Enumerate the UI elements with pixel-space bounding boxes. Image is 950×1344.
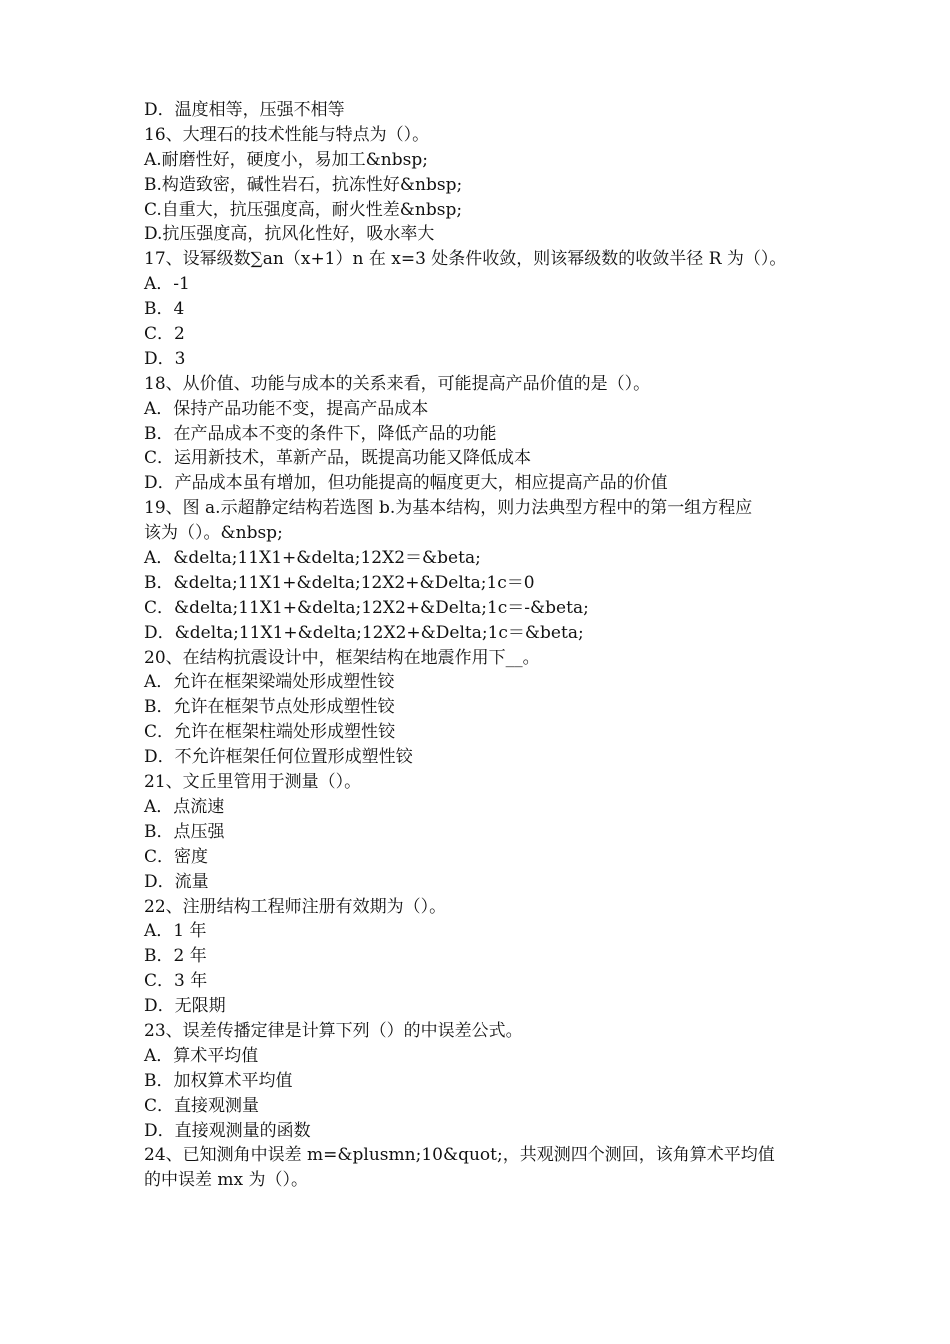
option-line: D．不允许框架任何位置形成塑性铰 [144, 747, 413, 768]
option-line: C．&delta;11X1+&delta;12X2+&Delta;1c＝-&beta; [144, 597, 589, 618]
question-24: 24、已知测角中误差 m=&plusmn;10&quot;，共观测四个测回，该角算术平均值 [144, 1145, 775, 1166]
option-line: D．直接观测量的函数 [144, 1120, 311, 1141]
option-line: A．算术平均值 [144, 1045, 259, 1066]
question-19-continued: 该为（）。&nbsp; [144, 523, 283, 544]
question-17: 17、设幂级数∑an（x+1）n 在 x=3 处条件收敛，则该幂级数的收敛半径 R 为（）。 [144, 249, 787, 270]
option-line: A．允许在框架梁端处形成塑性铰 [144, 672, 395, 693]
question-16: 16、大理石的技术性能与特点为（）。 [144, 124, 430, 145]
option-line: A．-1 [144, 274, 190, 295]
option-line: A．保持产品功能不变，提高产品成本 [144, 398, 429, 419]
question-24-continued: 的中误差 mx 为（）。 [144, 1170, 309, 1191]
option-line: B．2 年 [144, 946, 207, 967]
option-line: B．&delta;11X1+&delta;12X2+&Delta;1c＝0 [144, 572, 535, 593]
option-line: B．加权算术平均值 [144, 1070, 293, 1091]
option-line: A．&delta;11X1+&delta;12X2＝&beta; [144, 548, 481, 569]
option-line: A．点流速 [144, 796, 225, 817]
question-18: 18、从价值、功能与成本的关系来看，可能提高产品价值的是（）。 [144, 373, 651, 394]
question-23: 23、误差传播定律是计算下列（）的中误差公式。 [144, 1020, 523, 1041]
option-line: D．3 [144, 348, 186, 369]
question-21: 21、文丘里管用于测量（）。 [144, 772, 362, 793]
option-line: D.抗压强度高，抗风化性好，吸水率大 [144, 224, 435, 245]
option-line: D．&delta;11X1+&delta;12X2+&Delta;1c＝&beta; [144, 622, 584, 643]
option-line: C．运用新技术，革新产品，既提高功能又降低成本 [144, 448, 532, 469]
option-line: B.构造致密，碱性岩石，抗冻性好&nbsp; [144, 174, 463, 195]
option-line: D．产品成本虽有增加，但功能提高的幅度更大，相应提高产品的价值 [144, 473, 668, 494]
option-line: B．在产品成本不变的条件下，降低产品的功能 [144, 423, 497, 444]
option-line: B．4 [144, 299, 185, 320]
question-20: 20、在结构抗震设计中，框架结构在地震作用下__。 [144, 647, 540, 668]
question-19: 19、图 a.示超静定结构若选图 b.为基本结构，则力法典型方程中的第一组方程应 [144, 498, 753, 519]
option-line: C．直接观测量 [144, 1095, 260, 1116]
option-line: D．无限期 [144, 996, 226, 1017]
option-line: D．温度相等，压强不相等 [144, 100, 345, 120]
option-line: B．允许在框架节点处形成塑性铰 [144, 697, 395, 718]
option-line: C．2 [144, 324, 185, 345]
option-line: A．1 年 [144, 921, 207, 942]
question-22: 22、注册结构工程师注册有效期为（）。 [144, 896, 447, 917]
option-line: C．密度 [144, 846, 209, 867]
option-line: B．点压强 [144, 821, 225, 842]
option-line: C.自重大，抗压强度高，耐火性差&nbsp; [144, 199, 463, 220]
option-line: C．3 年 [144, 971, 208, 992]
option-line: C．允许在框架柱端处形成塑性铰 [144, 722, 396, 743]
option-line: D．流量 [144, 871, 209, 892]
document-page [144, 98, 814, 1193]
option-line: A.耐磨性好，硬度小，易加工&nbsp; [144, 149, 428, 170]
